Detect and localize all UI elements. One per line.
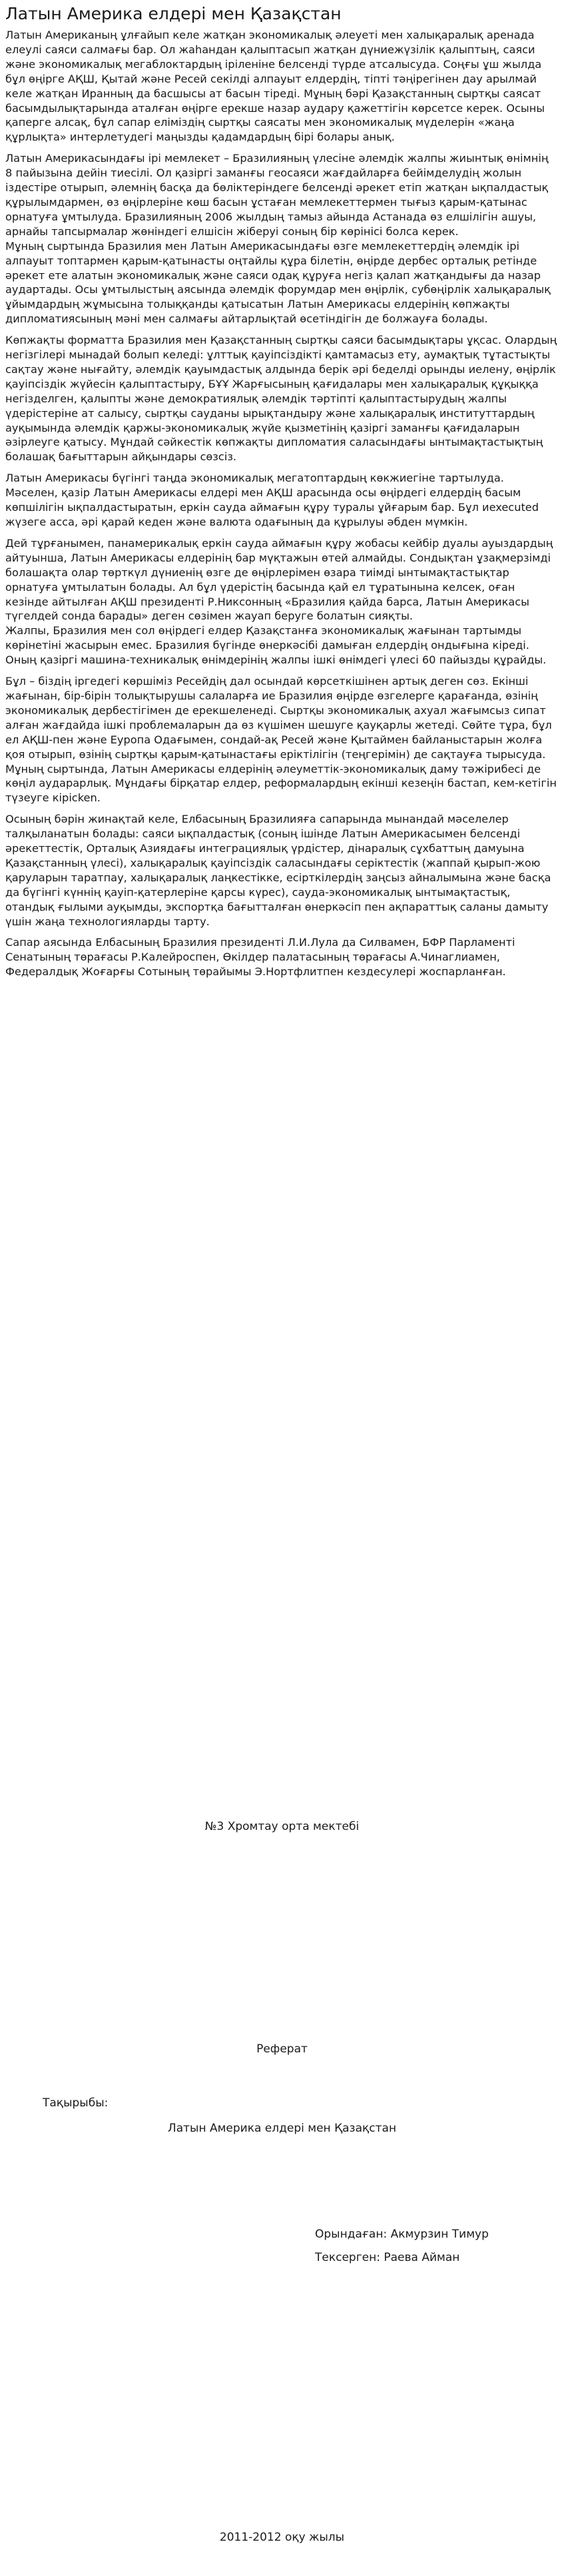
document-title: Латын Америка елдері мен Қазақстан <box>5 4 342 23</box>
school-name: №3 Хромтау орта мектебі <box>204 1820 360 1833</box>
paragraph-7: Осының бәрін жинақтай келе, Елбасының Бразилияға сапарында мынандай мәселелер талқыланатын болады: саяси ықпалдастық (соның ішінде Латын Америкасымен белсенді әрекеттестік, Орталық Азиядағы интеграциялық үрдістер, дінаралық сұхбаттың дамуына Қазақстанның үлесі), халықаралық қауіпсіздік саласындағы серіктестік (жаппай қырып-жою қаруларын таратпау, халықаралық лаңкестікке, есірткілердің заңсыз айналымына және басқа да бүгінгі күннің қауіп-қатерлеріне қарсы күрес), сауда-экономикалық ынтымақтастық, отандық ғылыми ауқымды, экспортқа бағытталған өнеркәсіп пен ақпараттық саланы дамыту үшін жаңа технологияларды тарту. <box>5 813 551 928</box>
reviewer-line: Тексерген: Раева Айман <box>315 2251 460 2264</box>
paragraph-8: Сапар аясында Елбасының Бразилия президенті Л.И.Лула да Силвамен, БФР Парламенті Сенатының төрағасы Р.Калейроспен, Өкілдер палатасының төрағасы А.Чинаглиамен, Федералдық Жоғарғы Сотының төрайымы Э.Нортфлитпен кездесулері жоспарланған. <box>5 936 515 979</box>
paragraph-4: Латын Америкасы бүгінгі таңда экономикалық мегатоптардың көкжиегіне тартылуда. Мәселен, қазір Латын Америкасы елдері мен АҚШ арасында осы өңірдегі елдердің басым көпшілігін ықпалдастыратын, еркін сауда аймағын құру туралы ұйғарым бар. Бұл иexecuted жүзеге асса, әрі қарай кеден және валюта одағының да құрылуы әбден мүмкін. <box>5 472 539 528</box>
paragraph-5: Дей тұрғанымен, панамерикалық еркін сауда аймағын құру жобасы кейбір дуалы ауыздардың айтуынша, Латын Америкасы елдерінің бар мүқтажын өтей алмайды. Сондықтан ұзақмерзімді болашақта олар төрткүл дүниенің өзге де өңірлерімен өзара тиімді ынтымақтастықтар орнатуға ұмтылатын болады. Ал бұл үдерістің басында қай ел тұратынына келсек, оған кезінде айтылған АҚШ президенті Р.Никсонның «Бразилия қайда барса, Латын Америкасы түгелдей сонда барады» деген сөзімен жауап беруге болатын сияқты. Жалпы, Бразилия мен сол өңірдегі елдер Қазақстанға экономикалық жағынан тартымды көрінетіні жасырын емес. Бразилия бүгінде өнеркәсібі дамыған елдердің ондығына кіреді. Оның қазіргі машина-техникалық өнімдерінің жалпы ішкі өнімдегі үлесі 60 пайызды құрайды. <box>5 536 553 667</box>
document-type: Реферат <box>256 2042 308 2056</box>
academic-year: 2011-2012 оқу жылы <box>219 2531 345 2544</box>
author-line: Орындаған: Акмурзин Тимур <box>315 2228 489 2241</box>
paragraph-1: Латын Американың ұлғайып келе жатқан экономикалық әлеуеті мен халықаралық аренада елеулі саяси салмағы бар. Ол жаһандан қалыптасып жатқан дүниежүзілік қалыптың, саяси және экономикалық мегаблоктардың іріленіне белсенді түрде атсалысуда. Соңғы ұш жылда бұл өңірге АҚШ, Қытай және Ресей секілді алпауыт елдердің, тіпті тәңірегінен дау арылмай келе жатқан Иранның да басшысы ат басын тіреді. Мұның бәрі Қазақстанның сыртқы саясат басымдылықтарында аталған өңірге ерекше назар аудару қажеттігін көрсетсе керек. Осыны қаперге алсақ, бұл сапар еліміздің сыртқы саясаты мен экономикалық мүделерін «жаңа құрлықта» интерлетудегі маңызды қадамдардың бірі болары анық. <box>5 29 545 144</box>
paragraph-6: Бұл – біздің іргедегі көршіміз Ресейдің дал осындай көрсеткішінен артық деген сөз. Екінші жағынан, бір-бірін толықтырушы салаларға ие Бразилия өңірде өзгелерге қарағанда, өзінің экономикалық дербестігімен де ерекшеленеді. Сыртқы экономикалық ахуал жағымсыз сипат алған жағдайда ішкі проблемаларын да өз күшімен шешуге қауқарлы жетеді. Сөйте тұра, бұл ел АҚШ-пен және Еуропа Одағымен, сондай-ақ Ресей және Қытаймен байланыстарын жолға қоя отырып, өзінің сыртқы қарым-қатынастағы еріктілігін (теңгерімін) де сақтауға тырысуда. Мұның сыртында, Латын Америкасы елдерінің әлеуметтік-экономикалық даму тәжірибесі де көңіл аударарлық. Мұндағы бірқатар елдер, реформалардың екінші кезеңін бастап, кем-кетігін түзеуге кірісken. <box>5 675 557 805</box>
paragraph-2: Латын Америкасындағы ірі мемлекет – Бразилияның үлесіне әлемдік жалпы жиынтық өнімнің 8 пайызына дейін тиесілі. Ол қазіргі заманғы геосаяси жағдайларға бейімделудің жолын іздестіре отырып, әлемнің басқа да бөліктеріндеге белсенді әрекет етіп жатқан ықпалдастық құрылымдармен, өз өңірлеріне көш басын ұстаған мемлекеттермен тығыз қарым-қатынас орнатуға ұмтылуда. Бразилияның 2006 жылдың тамыз айында Астанада өз елшілігін ашуы, арнайы тапсырмалар жөніндегі елшісін жіберуі соның бір көрінісі болса керек. Мұның сыртында Бразилия мен Латын Америкасындағы өзге мемлекеттердің әлемдік ірі алпауыт топтармен қарым-қатынасты оңтайлы құра білетін, өңірде дербес орталық ретінде әрекет ете алатын экономикалық және саяси одақ құруға негіз қалап жатқандығы да назар аудартады. Осы ұмтылыстың аясында әлемдік форумдар мен өңірлік, субөңірлік халықаралық ұйымдардың жұмысына толыққанды қатысатын Латын Америкасы елдерінің көпжақты дипломатиясының мәні мен салмағы айтарлықтай өсетіндігін де болжауға болады. <box>5 152 551 326</box>
article-body <box>5 28 558 986</box>
topic-label: Тақырыбы: <box>43 2096 109 2110</box>
paragraph-3: Көпжақты форматта Бразилия мен Қазақстанның сыртқы саяси басымдықтары ұқсас. Олардың негізгілері мынадай болып келеді: ұлттық қауіпсіздікті қамтамасыз ету, аумақтық тұтастықты сақтау және нығайту, әлемдік қауымдастық алдында берік әрі беделді орынды иелену, өңірлік қауіпсіздік жүйесін қалыптастыру, БҰҰ Жарғысының қағидалары мен халықаралық құқыққа негізделген, қалыпты және демократиялық әлемдік тәртіпті қалыптастырудың жалпы үдерістеріне ат салысу, сыртқы сауданы ырықтандыру және халықаралық институттардың ауқымында әлемдік қаржы-экономикалық жүйе қызметінің қазіргі заманғы қағидаларын әзірлеуге қатысу. Мұндай сәйкестік көпжақты дипломатия саласындағы ынтымақтастықтың болашақ бағыттарын айқындары сөзсіз. <box>5 334 557 464</box>
topic-value: Латын Америка елдері мен Қазақстан <box>167 2122 397 2135</box>
